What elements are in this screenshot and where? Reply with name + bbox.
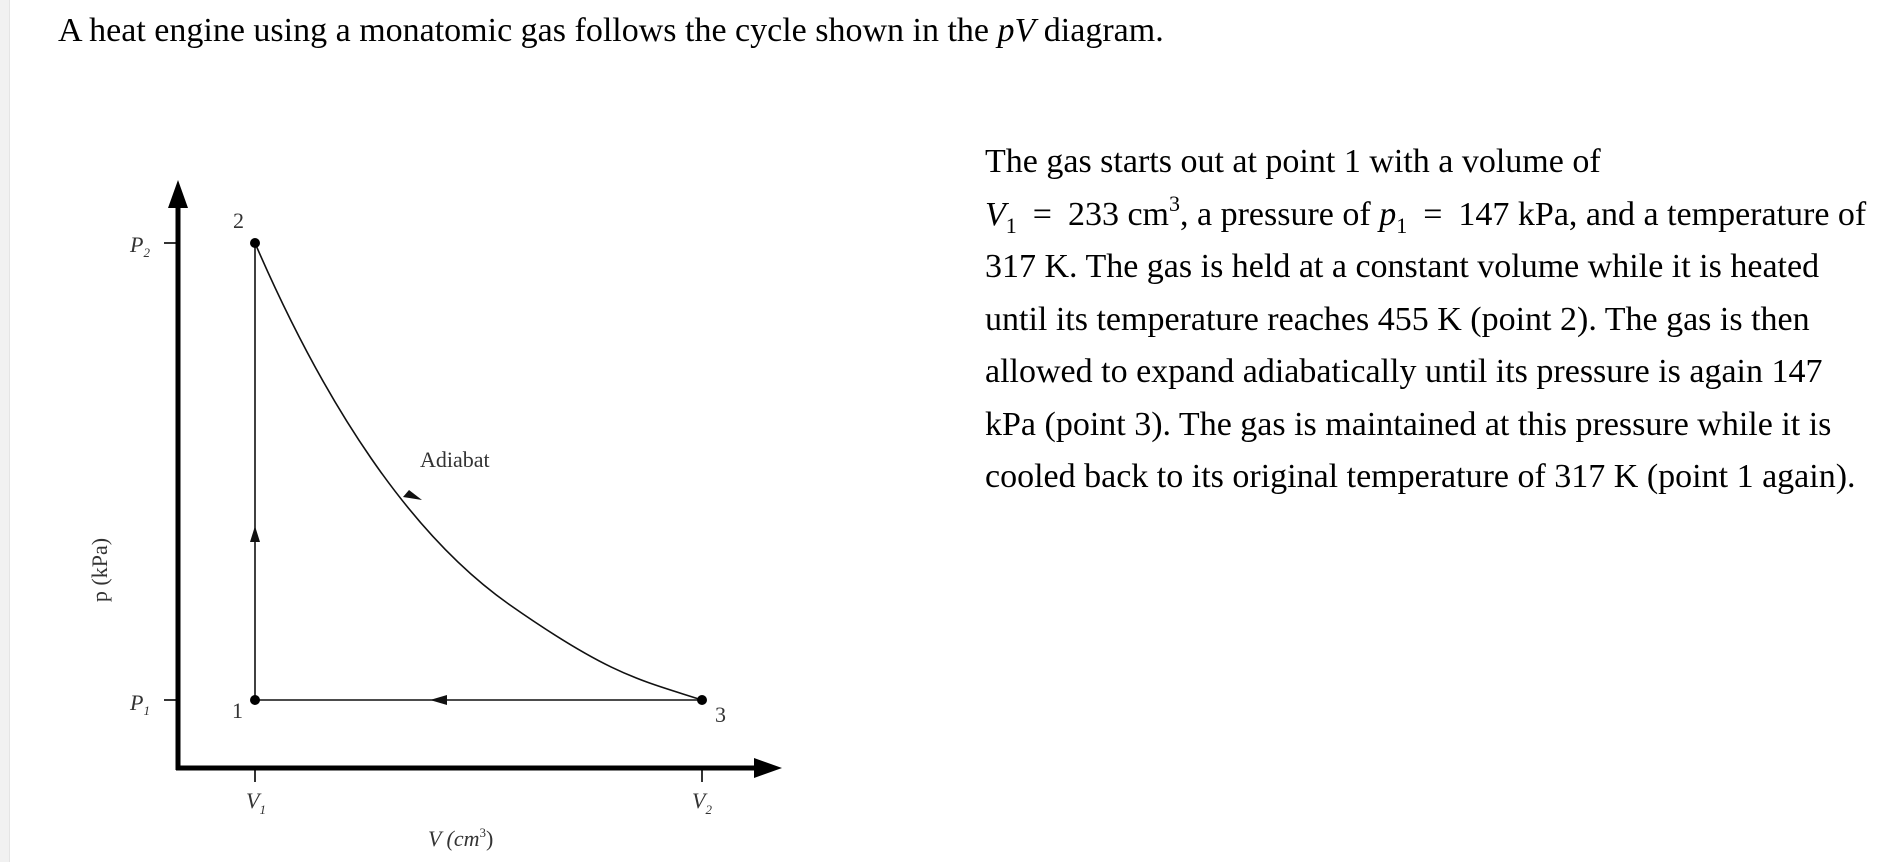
desc-sentence-2: , a pressure of [1180, 195, 1380, 233]
process-3-to-1-arrow [430, 695, 447, 705]
pv-diagram-svg [70, 160, 790, 860]
adiabat-arrow [403, 490, 422, 500]
v2-tick-label: $V_2$ [692, 788, 712, 817]
v-symbol: V [985, 195, 1006, 233]
point-2-label: 2 [233, 208, 244, 233]
point-3-label: 3 [715, 702, 726, 727]
left-margin-rule [0, 0, 10, 862]
intro-part-2: diagram. [1035, 12, 1164, 49]
p-subscript: 1 [1396, 212, 1408, 238]
point-1-label: 1 [232, 698, 243, 723]
p-symbol: p [1379, 195, 1397, 233]
y-axis-arrowhead [168, 180, 188, 208]
intro-text [58, 8, 1164, 54]
adiabat-label: Adiabat [420, 447, 490, 472]
equals-sign-1: = [1032, 195, 1052, 233]
p1-value: 147 kPa [1458, 195, 1569, 233]
problem-description [985, 136, 1875, 504]
intro-part-1: A heat engine using a monatomic gas follows the cycle shown in the [58, 12, 998, 49]
point-1-dot [250, 695, 260, 705]
v1-unit-exponent: 3 [1169, 190, 1181, 216]
v1-value: 233 cm [1067, 195, 1170, 233]
equals-sign-2: = [1423, 195, 1443, 233]
desc-sentence-1: The gas starts out at point 1 with a volume of [985, 143, 1601, 180]
x-axis-label: V $(cm^3)$ [428, 825, 494, 851]
p2-tick-label: $P_2$ [130, 232, 150, 260]
intro-pv-symbol: pV [997, 12, 1036, 49]
process-1-to-2-arrow [250, 526, 260, 542]
v-subscript: 1 [1005, 212, 1017, 238]
desc-sentence-3: , and a temperature of 317 K. The gas is held at a constant volume while it is heated until its temperature reaches 455 K (point 2). The gas is then allowed to expand adiabatically until its pressure is again 147 kPa (point 3). The gas is maintained at this pressure while it is cooled back to its original temperature of 317 K (point 1 again). [985, 195, 1867, 495]
x-axis-arrowhead [754, 758, 782, 778]
point-3-dot [697, 695, 707, 705]
point-2-dot [250, 238, 260, 248]
v1-tick-label: $V_1$ [246, 788, 266, 817]
pv-diagram [70, 160, 790, 860]
y-axis-label: p (kPa) [87, 537, 112, 603]
p1-tick-label: $P_1$ [130, 690, 150, 718]
